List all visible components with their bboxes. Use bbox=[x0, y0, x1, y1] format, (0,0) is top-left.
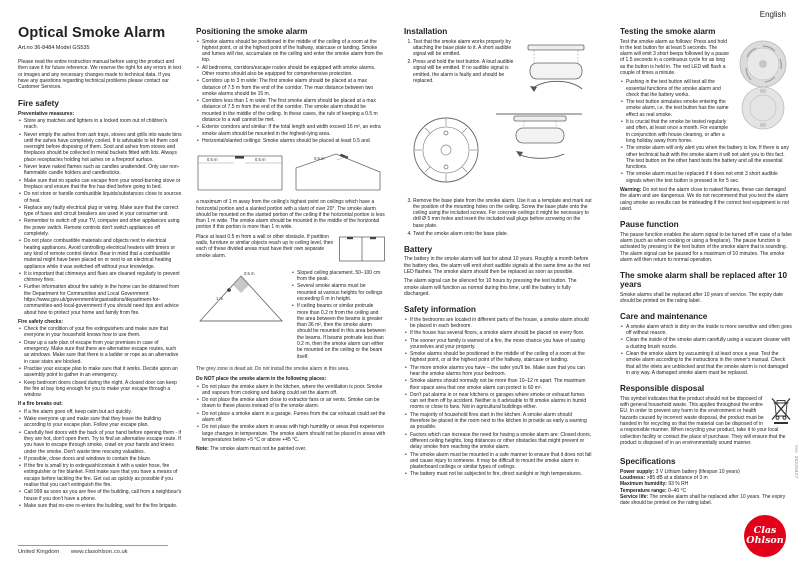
svg-text:1 m: 1 m bbox=[216, 295, 223, 301]
list-item: • Call 999 as soon as you are free of the building, call from a neighbour's house if you don't have a phone. bbox=[24, 489, 182, 502]
testing-list bbox=[620, 79, 792, 184]
list-item: • If possible, close doors and windows to contain the blaze. bbox=[24, 456, 182, 462]
list-item: • Don't put alarms in or near kitchens or garages where smoke or exhaust fumes can set them off by accident. Neither is it advisable to fit smoke alarms in humid rooms or close to fans. Not in agricultural buildings either. bbox=[410, 392, 592, 411]
list-item: • Several smoke alarms must be mounted at various heights for ceilings exceeding 6 m in height. bbox=[297, 283, 386, 302]
list-item: • Corridors less than 1 m wide: The first smoke alarm should be placed at a max distance of 7.5 m from the end of the corridor. The smoke alarm should be mounted in the middle of the ceiling. In these cases, the rule of keeping a 0.5 m distance to a wall cannot be met. bbox=[202, 98, 386, 123]
dont-place-heading: Do NOT place the smoke alarm in the following places: bbox=[196, 376, 327, 383]
clas-ohlson-logo bbox=[744, 515, 786, 557]
list-item: • Replace any faulty electrical plug or wiring. Make sure that the correct type of fuses and circuit breakers are used in your consumer unit. bbox=[24, 205, 182, 218]
grey-zone-note: The grey zone is dead air. Do not install the smoke alarm in this area. bbox=[196, 365, 350, 372]
list-item: • Pushing in the test button will test all the essential functions of the smoke alarm and check that the battery works. bbox=[626, 79, 792, 98]
battery-para-2: The alarm signal can be silenced for 10 hours by pressing the test button. The smoke alarm will function as normal during this time, until the battery is fully discharged. bbox=[404, 278, 577, 297]
footer-region: United Kingdom bbox=[18, 549, 60, 555]
section-heading-care: Care and maintenance bbox=[620, 312, 708, 322]
list-item: • Do not place a smoke alarm in a garage. Fumes from the car exhaust could set the alarm off. bbox=[202, 411, 386, 424]
spec-item: Temperature range: 0–40 °C bbox=[620, 487, 687, 494]
list-item: • The smoke alarm will only alert you when the battery is low. If there is any other technical fault with the smoke alarm it will not alert you to this fact. The test button on the other hand tests the battery and all the essential functions. bbox=[626, 145, 792, 170]
disposal-block bbox=[620, 396, 792, 449]
preventative-list bbox=[18, 118, 182, 316]
spec-item: Loudness: >85 dB at a distance of 3 m bbox=[620, 474, 708, 481]
installation-steps-block bbox=[404, 39, 592, 103]
column-positioning bbox=[196, 14, 386, 455]
dont-place-list bbox=[196, 384, 386, 444]
section-heading-safety-info: Safety information bbox=[404, 305, 476, 315]
list-item: • The majority of household fires start in the kitchen. A smoke alarm should therefore be placed in the room next to the kitchen to provide as early a warning as possible. bbox=[410, 412, 592, 431]
section-heading-specifications: Specifications bbox=[620, 457, 676, 467]
installation-steps-3-4 bbox=[404, 198, 592, 237]
positioning-list bbox=[196, 39, 386, 145]
list-item: • The test button simulates smoke entering the smoke alarm, i.e. the test button has the same effect as real smoke. bbox=[626, 99, 792, 118]
testing-block bbox=[620, 39, 792, 188]
list-item: • Check the condition of your fire extinguishers and make sure that everyone in your household knows how to use them. bbox=[24, 326, 182, 339]
column-testing bbox=[620, 14, 792, 506]
list-item: • Never empty the ashes from ash trays, stoves and grills into waste bins until the ashes have completely cooled. It is advisable to let them cool overnight before disposing of them. Soot and ashes from stoves and fireplaces should be collected in metal buckets fitted with lids. Always place receptacles holding hot ashes on a fireproof surface. bbox=[24, 132, 182, 163]
list-item: • Draw up a safe plan of escape from your premises in case of emergency. Make sure that there are alternative escape routes, such as windows. Make sure that there is a ladder or rope as an alternative in case stairs are blocked. bbox=[24, 340, 182, 365]
list-item: 4. Twist the smoke alarm onto the base plate. bbox=[413, 231, 592, 237]
note-text: The smoke alarm must not be painted over. bbox=[210, 446, 307, 453]
section-heading-replace: The smoke alarm shall be replaced after 10 years bbox=[620, 271, 788, 290]
list-item: • Factors which can increase the need for having a smoke alarm are: Closed doors, different ceiling heights, long distances or other obstacles that might prevent or delay smoke from reaching the smoke alarm. bbox=[410, 432, 592, 451]
version-label: Ver. 20220427 bbox=[794, 445, 799, 479]
section-heading-battery: Battery bbox=[404, 244, 433, 254]
list-item: • Keep bedroom doors closed during the night. A closed door can keep the fire at bay long enough for you to make your escape through a window. bbox=[24, 380, 182, 399]
sloped-ceiling-diagram bbox=[196, 269, 286, 327]
care-list bbox=[620, 324, 792, 376]
list-item: • The sooner your family is warned of a fire, the more chance you have of saving yourselves and your property. bbox=[410, 338, 592, 351]
checks-list bbox=[18, 326, 182, 398]
list-item: • Horizontal/slanted ceilings: Smoke alarms should be placed at least 0.5 and bbox=[202, 138, 386, 144]
article-number: Art.no 36-8484 Model GS535 bbox=[18, 45, 90, 52]
testing-warning bbox=[620, 187, 792, 212]
section-heading-testing: Testing the smoke alarm bbox=[620, 27, 716, 36]
column-fire-safety bbox=[18, 14, 182, 512]
safety-info-list bbox=[404, 317, 592, 478]
list-item: • It is crucial that the smoke be tested regularly and often, at least once a month. For example in conjunction with house cleaning, or after a long holiday away from home. bbox=[626, 119, 792, 144]
partition-block bbox=[196, 234, 386, 266]
sloped-ceiling-block bbox=[196, 269, 386, 364]
battery-para-1: The battery in the smoke alarm will last for about 10 years. Roughly a month before the battery dies, the alarm will emit short audible signals at the same time as the red LED flashes. The smoke alarm should then be replaced as soon as possible. bbox=[404, 256, 590, 275]
column-installation bbox=[404, 14, 592, 481]
language-label: English bbox=[759, 10, 786, 19]
list-item: • If the fire is small try to extinguish/contain it with a water hose, fire extinguisher or fire blanket. First make sure that you have a means of escape before tackling the fire. Get out as quickly as possible if you realise that you can't extinguish the fire. bbox=[24, 463, 182, 488]
page-title: Optical Smoke Alarm bbox=[18, 25, 166, 41]
list-item: • Sloped ceiling placement, 50–100 cm from the peak. bbox=[297, 270, 386, 283]
list-item: • Exterior corridors and similar: If the total length and width exceed 16 m², an extra smoke alarm should be mounted in the highest-lying area. bbox=[202, 124, 386, 137]
warning-text: Do not test the alarm close to naked flames, these can damaged the alarm and are dangerous. We do not recommend that you test the alarm using smoke as results can be misleading if the correct test equipment is not used. bbox=[620, 187, 789, 212]
list-item: • The smoke alarm must be mounted in a safe manner to ensure that it does not fall and cause injury to someone. It may be difficult to mount the smoke alarm in plasterboard ceilings or similar types of ceilings. bbox=[410, 452, 592, 471]
subheading-preventative: Preventative measures: bbox=[18, 110, 75, 117]
section-heading-pause: Pause function bbox=[620, 220, 679, 230]
intro-paragraph: Please read the entire instruction manual before using the product and then save it for future reference. We reserve the right for any errors in text or images and any necessary changes made to technical data. If you have any questions regarding technical problems please contact our Customer Services. bbox=[18, 59, 182, 91]
spec-item: Power supply: 3 V Lithium battery (lifespan 10 years) bbox=[620, 468, 740, 475]
svg-text:0.5 m: 0.5 m bbox=[207, 157, 218, 163]
weee-icon bbox=[770, 396, 792, 425]
footer-url: www.clasohlson.co.uk bbox=[70, 549, 128, 555]
list-item: • If the bedrooms are located in different parts of the house, a smoke alarm should be placed in each bedroom. bbox=[410, 317, 592, 330]
paint-note bbox=[196, 446, 386, 452]
svg-text:0.5 m: 0.5 m bbox=[314, 156, 325, 162]
list-item: • Clean the inside of the smoke alarm carefully using a vacuum cleaner with a dusting brush nozzle. bbox=[626, 337, 792, 350]
spec-item: Service life: The smoke alarm shall be replaced after 10 years. The expiry date should be printed on the rating label. bbox=[620, 493, 786, 507]
list-item: • All bedrooms, corridors/escape routes should be equipped with smoke alarms. Other rooms should also be equipped for comprehensive protection. bbox=[202, 65, 386, 78]
list-item: 1. Test that the smoke alarm works properly by attaching the base plate to it. A short audible signal will be emitted. bbox=[413, 39, 592, 58]
partition-diagram bbox=[338, 234, 386, 264]
section-heading-disposal: Responsible disposal bbox=[620, 384, 705, 394]
positioning-para-2: Place at least 0.5 m from a wall or other obstacle. If partition walls, furniture or similar objects reach up to ceiling level, then each of these divided areas must have their own separate smoke alarm. bbox=[196, 233, 334, 259]
footer-divider bbox=[18, 545, 168, 546]
list-item: • Corridors up to 3 m wide: The first smoke alarm should be placed at a max distance of 7.5 m from the end of the corridor. The max distance between two smoke alarms should be 15 m. bbox=[202, 78, 386, 97]
list-item: • Further information about fire safety in the home can be obtained from the Department for Communities and Local Government: https://www.gov.uk/government/organisations/department-for-communities-and-local-government if you should need tips and advice about how to protect your home and family from fire. bbox=[24, 284, 182, 315]
list-item: • Do not place the smoke alarm close to extractor fans or air vents. Smoke can be drawn to these places instead of to the smoke alarm. bbox=[202, 397, 386, 410]
list-item: • Make sure that no-one re-enters the building, wait for the fire brigade. bbox=[24, 503, 182, 509]
subheading-checks: Fire safety checks: bbox=[18, 318, 64, 325]
list-item: • Smoke alarms should be positioned in the middle of the ceiling of a room at the highest point, or at the highest point of the hallway, staircase or landing. Smoke and fumes will rise, accumulate on the ceiling and enter the smoke alarm from the top. bbox=[202, 39, 386, 64]
list-item: • The more smoke alarms you have – the safer you'll be. Make sure that you can hear the smoke alarms from your bedroom. bbox=[410, 365, 592, 378]
brand-line-1: Clas bbox=[753, 525, 777, 537]
list-item: • If a fire alarm goes off, keep calm but act quickly. bbox=[24, 409, 182, 415]
list-item: • Clean the smoke alarm by vacuuming it at least once a year. Test the smoke alarm according to the instructions in the owner's manual. Check that all the inlets are unblocked and that the smoke alarm is not damaged in any way. A damaged smoke alarm must be replaced. bbox=[626, 351, 792, 376]
ceiling-placement-diagram bbox=[196, 147, 382, 195]
section-heading-installation: Installation bbox=[404, 27, 448, 36]
replace-para: Smoke alarms shall be replaced after 10 years of service. The expiry date should be printed on the rating label. bbox=[620, 291, 784, 305]
positioning-para-1: a maximum of 1 m away from the ceiling's highest point on ceilings which have a horizontal portion and a slanted portion with a slant of over 20°. The smoke alarm should be mounted on the slanted portion of the ceiling if the horizontal portion is less than 1 m wide. The smoke alarm should be mounted in the middle of the horizontal portion if this portion is more than 1 m wide. bbox=[196, 199, 385, 231]
spec-item: Maximum humidity: 93 % RH bbox=[620, 481, 689, 488]
brand-line-2: Ohlson bbox=[746, 535, 784, 546]
list-item: • If ceiling beams or similar protrude more than 0.2 m from the ceiling and the area between the beams is greater than 36 m², then the smoke alarm should be mounted in this area between the beams. If beams protrude less than 0.2 m, then the smoke alarm can either be mounted on the ceiling or the beam itself. bbox=[297, 303, 386, 360]
pause-para: The pause function enables the alarm signal to be turned off in case of a false alarm (such as when cooking or using a fireplace). The pause function is activated by pressing in the test button of the smoke alarm that is sounding. The alarm signal can be paused for a maximum of 10 minutes. The smoke alarm will then return to normal operation. bbox=[620, 231, 792, 263]
alarm-attach-diagram bbox=[520, 39, 592, 101]
warning-label: Warning: bbox=[620, 187, 642, 194]
list-item: • Remember to switch off your TV, computer and other appliances using the power switch. Remote controls don't switch appliances off completely. bbox=[24, 218, 182, 237]
list-item: • The smoke alarm must be replaced if it does not emit 3 short audible signals when the test button is pressed in for 5 sec. bbox=[626, 171, 792, 184]
testing-para: Test the smoke alarm as follows: Press and hold in the test button for at least 5 seconds. The alarm will emit 3 short beeps followed by a pause of 1.5 seconds in a continuous cycle for as long as the button is held in. The red LED will flash a couple of times a minute. bbox=[620, 38, 729, 76]
list-item: • Smoke alarms should be positioned in the middle of the ceiling of a room at the highest point, or at the highest point of the hallway, staircase or landing. bbox=[410, 351, 592, 364]
list-item: • Make sure that no sparks can escape from your wood-burning stove or fireplace and ensure that the fire has died before going to bed. bbox=[24, 178, 182, 191]
installation-diagram bbox=[404, 106, 588, 194]
specifications-list bbox=[620, 469, 792, 507]
list-item: • Do not place the smoke alarm in the kitchen, where the ventilation is poor. Smoke and vapours from cooking and baking could set the alarm off. bbox=[202, 384, 386, 397]
section-heading-fire-safety: Fire safety bbox=[18, 98, 59, 108]
list-item: • It is important that chimneys and flues are cleaned regularly to prevent chimney fires. bbox=[24, 271, 182, 284]
list-item: • The battery must not be subjected to fire, direct sunlight or high temperatures. bbox=[410, 471, 592, 477]
list-item: • Never leave naked flames such as candles unattended. Only use non-flammable candle holders and candlesticks. bbox=[24, 164, 182, 177]
list-item: 2. Press and hold the test button. A loud audible signal will be emitted. If no audible signal is emitted, the alarm is faulty and should be replaced. bbox=[413, 59, 592, 84]
list-item: • A smoke alarm which is dirty on the inside is more sensitive and often goes off without reason. bbox=[626, 324, 792, 337]
svg-text:0.5 m: 0.5 m bbox=[255, 157, 266, 163]
list-item: • Practise your escape plan to make sure that it works. Decide upon an assembly point to gather in an emergency. bbox=[24, 366, 182, 379]
sloped-ceiling-notes bbox=[291, 270, 386, 361]
subheading-fire-breaks-out: If a fire breaks out: bbox=[18, 401, 63, 408]
list-item: • Do not place combustible materials and objects next to electrical heating appliances. Avoid controlling electrical heaters with timers or any kind of remote control device. Bear in mind that a combustible material might have been placed on or next to an electrical heating appliance while it was switched off without your knowledge. bbox=[24, 238, 182, 269]
list-item: • Wake everyone up and make sure that they leave the building according to your escape plan. Follow your escape plan. bbox=[24, 416, 182, 429]
list-item: • Do not store or handle combustible liquids/substances close to sources of heat. bbox=[24, 191, 182, 204]
list-item: • Carefully feel doors with the back of your hand before opening them - if they are hot, don't open them. Try to find an alternative escape route. If you have to escape through smoke, crawl on your hands and knees under the smoke. Don't waste time rescuing valuables. bbox=[24, 430, 182, 455]
list-item: • Smoke alarms should normally not be more than 10–12 m apart. The maximum floor space area that one smoke alarm can protect is 60 m². bbox=[410, 378, 592, 391]
disposal-para: This symbol indicates that the product should not be disposed of with general household waste. This applies throughout the entire EU. In order to prevent any harm to the environment or health hazards caused by incorrect waste disposal, the product must be handed in for recycling so that the material can be disposed of in a responsible manner. When recycling your product, take it to your local collection facility or contact the place of purchase. They will ensure that the product is disposed of in an environmentally sound manner. bbox=[620, 395, 786, 446]
svg-text:0.5 m: 0.5 m bbox=[244, 270, 255, 276]
list-item: 3. Remove the base plate from the smoke alarm. Use it as a template and mark out the position of the mounting holes on the ceiling. Screw the base plate onto the ceiling using the included screws. For concrete ceilings it might be necessary to drill Ø 5 mm holes and insert the included wall plugs before screwing on the base plate. bbox=[413, 198, 592, 229]
fire-breaks-out-list bbox=[18, 409, 182, 509]
list-item: • Store any matches and lighters in a locked room out of children's reach. bbox=[24, 118, 182, 131]
footer bbox=[18, 545, 168, 555]
section-heading-positioning: Positioning the smoke alarm bbox=[196, 27, 308, 36]
list-item: • If the house has several floors, a smoke alarm should be placed on every floor. bbox=[410, 330, 592, 336]
note-label: Note: bbox=[196, 446, 209, 453]
list-item: • Do not place the smoke alarm in areas with high humidity or areas that experience large changes in temperature. The smoke alarm should not be placed in areas with temperatures below +5 °C or above +45 °C. bbox=[202, 424, 386, 443]
